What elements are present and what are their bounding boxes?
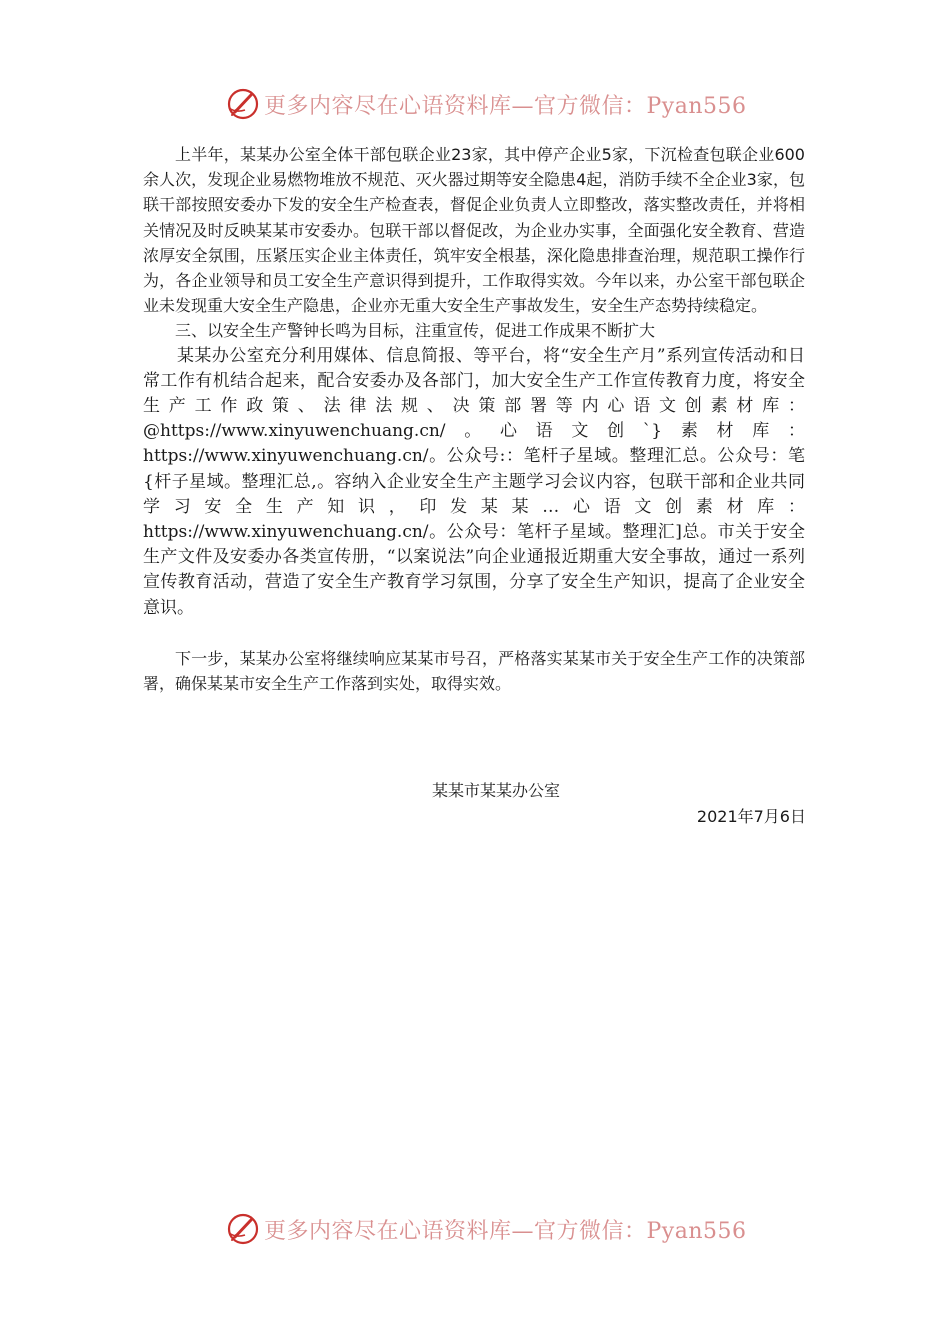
pen-circle-logo: [226, 87, 260, 121]
paragraph: 某某办公室充分利用媒体、信息简报、等平台，将“安全生产月”系列宣传活动和日常工作有机结合起来，配合安委办及各部门，加大安全生产工作宣传教育力度，将安全生产工作政策、法律法规、决策部署等内心语文创素材库：@https://www.xinyuwenchuang.cn/。心语文创`}素材库：https://www.xinyuwenchuang.cn/。公众号:：笔杆子星域。整理汇总。公众号：笔{杆子星域。整理汇总,。容纳入企业安全生产主题学习会议内容，包联干部和企业共同学习安全生产知识，印发某某…心语文创素材库：https://www.xinyuwenchuang.cn/。公众号：笔杆子星域。整理汇]总。市关于安全生产文件及安委办各类宣传册，“以案说法”向企业通报近期重大安全事故，通过一系列宣传教育活动，营造了安全生产教育学习氛围，分享了安全生产知识，提高了企业安全意识。: [143, 345, 805, 618]
footer-banner: [226, 1209, 747, 1249]
signature-date: 2021年7月6日: [696, 807, 806, 826]
section-heading: 三、以安全生产警钟长鸣为目标，注重宣传，促进工作成果不断扩大: [175, 321, 656, 341]
paragraph: 下一步，某某办公室将继续响应某某市号召，严格落实某某市关于安全生产工作的决策部署，确保某某市安全生产工作落到实处，取得实效。: [143, 648, 805, 694]
signature-organization: 某某市某某办公室: [432, 781, 561, 800]
banner-text: 更多内容尽在心语资料库—官方微信：Pyan556: [264, 1218, 747, 1244]
pen-circle-logo: [226, 1212, 260, 1246]
banner-text: 更多内容尽在心语资料库—官方微信：Pyan556: [264, 93, 747, 119]
paragraph: 上半年，某某办公室全体干部包联企业23家，其中停产企业5家，下沉检查包联企业600余人次，发现企业易燃物堆放不规范、灭火器过期等安全隐患4起，消防手续不全企业3家，包联干部按照安委办下发的安全生产检查表，督促企业负责人立即整改，落实整改责任，并将相关情况及时反映某某市安委办。包联干部以督促改，为企业办实事，全面强化安全教育、营造浓厚安全氛围，压紧压实企业主体责任，筑牢安全根基，深化隐患排查治理，规范职工操作行为，各企业领导和员工安全生产意识得到提升，工作取得实效。今年以来，办公室干部包联企业未发现重大安全生产隐患，企业亦无重大安全生产事故发生，安全生产态势持续稳定。: [143, 145, 805, 316]
document-body: [143, 142, 805, 696]
header-banner: [226, 84, 747, 124]
